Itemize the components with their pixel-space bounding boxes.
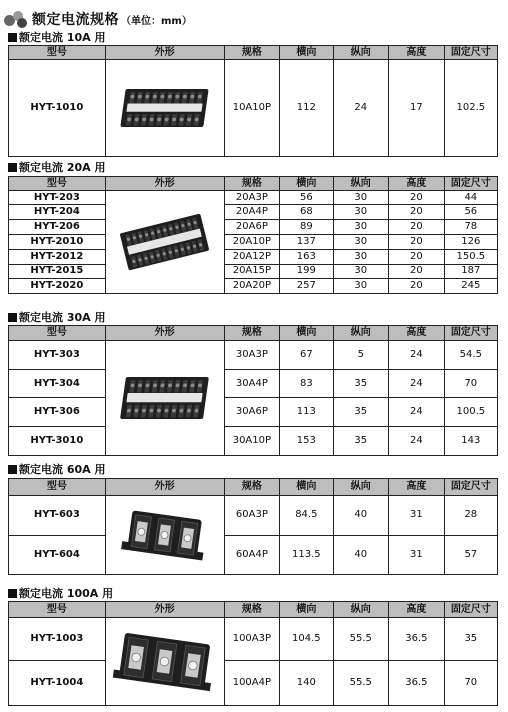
width-cell: 113	[280, 398, 333, 426]
spec-cell: 30A6P	[224, 398, 280, 426]
mount-size-cell: 78	[444, 220, 497, 235]
spec-table	[8, 176, 498, 294]
terminal-block-image	[105, 191, 224, 294]
column-header: 外形	[105, 479, 224, 496]
width-cell: 113.5	[280, 535, 333, 575]
column-header: 规格	[224, 479, 280, 496]
table-row	[9, 661, 498, 706]
height-cell: 17	[389, 60, 445, 157]
column-header: 外形	[105, 326, 224, 341]
spec-cell: 60A3P	[224, 496, 280, 536]
length-cell: 40	[333, 535, 389, 575]
width-cell: 84.5	[280, 496, 333, 536]
mount-size-cell: 44	[444, 191, 497, 205]
column-header: 规格	[224, 326, 280, 341]
length-cell: 35	[333, 370, 389, 398]
column-header: 型号	[9, 46, 106, 60]
model-cell: HYT-203	[9, 191, 106, 205]
section-title	[8, 31, 105, 45]
table-row	[9, 278, 498, 293]
length-cell: 30	[333, 278, 389, 293]
section-title	[8, 587, 113, 601]
table-row	[9, 341, 498, 370]
column-header: 型号	[9, 177, 106, 191]
spec-table	[8, 45, 498, 157]
mount-size-cell: 143	[444, 426, 497, 455]
column-header: 高度	[389, 46, 445, 60]
section-title-text: 额定电流 20A 用	[19, 161, 106, 174]
height-cell: 20	[389, 235, 445, 249]
spec-cell: 20A12P	[224, 249, 280, 264]
column-header: 纵向	[333, 479, 389, 496]
spec-cell: 30A3P	[224, 341, 280, 370]
length-cell: 24	[333, 60, 389, 157]
column-header: 横向	[280, 326, 333, 341]
model-cell: HYT-2020	[9, 278, 106, 293]
width-cell: 104.5	[280, 618, 333, 661]
terminal-block-image	[105, 341, 224, 456]
width-cell: 199	[280, 264, 333, 278]
spec-table	[8, 601, 498, 706]
model-cell: HYT-306	[9, 398, 106, 426]
length-cell: 30	[333, 249, 389, 264]
mount-size-cell: 150.5	[444, 249, 497, 264]
spec-cell: 20A15P	[224, 264, 280, 278]
column-header: 纵向	[333, 602, 389, 618]
height-cell: 31	[389, 496, 445, 536]
model-cell: HYT-206	[9, 220, 106, 235]
length-cell: 30	[333, 220, 389, 235]
main-title-unit: （单位：mm）	[121, 15, 192, 27]
height-cell: 36.5	[389, 618, 445, 661]
table-row	[9, 220, 498, 235]
terminal-block-image	[105, 496, 224, 575]
height-cell: 36.5	[389, 661, 445, 706]
height-cell: 20	[389, 205, 445, 220]
square-bullet-icon	[8, 163, 17, 172]
main-title	[4, 8, 192, 30]
column-header: 固定尺寸	[444, 326, 497, 341]
square-bullet-icon	[8, 313, 17, 322]
model-cell: HYT-1003	[9, 618, 106, 661]
column-header: 横向	[280, 479, 333, 496]
main-title-text: 额定电流规格	[32, 12, 119, 28]
spec-cell: 20A4P	[224, 205, 280, 220]
table-row	[9, 398, 498, 426]
width-cell: 137	[280, 235, 333, 249]
model-cell: HYT-603	[9, 496, 106, 536]
column-header: 高度	[389, 602, 445, 618]
height-cell: 24	[389, 341, 445, 370]
column-header: 纵向	[333, 326, 389, 341]
width-cell: 83	[280, 370, 333, 398]
column-header: 高度	[389, 326, 445, 341]
mount-size-cell: 70	[444, 370, 497, 398]
spec-cell: 100A3P	[224, 618, 280, 661]
spec-cell: 20A10P	[224, 235, 280, 249]
section-title	[8, 311, 105, 325]
table-row	[9, 618, 498, 661]
length-cell: 30	[333, 205, 389, 220]
width-cell: 153	[280, 426, 333, 455]
mount-size-cell: 57	[444, 535, 497, 575]
width-cell: 68	[280, 205, 333, 220]
spec-cell: 30A4P	[224, 370, 280, 398]
square-bullet-icon	[8, 465, 17, 474]
height-cell: 20	[389, 264, 445, 278]
section-title	[8, 161, 105, 175]
width-cell: 56	[280, 191, 333, 205]
width-cell: 112	[280, 60, 333, 157]
column-header: 固定尺寸	[444, 46, 497, 60]
height-cell: 20	[389, 220, 445, 235]
mount-size-cell: 187	[444, 264, 497, 278]
table-row	[9, 426, 498, 455]
column-header: 固定尺寸	[444, 602, 497, 618]
spec-table	[8, 478, 498, 575]
section-title	[8, 463, 105, 477]
model-cell: HYT-2012	[9, 249, 106, 264]
mount-size-cell: 70	[444, 661, 497, 706]
mount-size-cell: 28	[444, 496, 497, 536]
table-row	[9, 496, 498, 536]
section-title-text: 额定电流 30A 用	[19, 311, 106, 324]
mount-size-cell: 54.5	[444, 341, 497, 370]
table-row	[9, 370, 498, 398]
height-cell: 20	[389, 249, 445, 264]
table-row	[9, 191, 498, 205]
column-header: 规格	[224, 177, 280, 191]
width-cell: 257	[280, 278, 333, 293]
column-header: 高度	[389, 177, 445, 191]
length-cell: 35	[333, 398, 389, 426]
height-cell: 31	[389, 535, 445, 575]
column-header: 规格	[224, 602, 280, 618]
length-cell: 30	[333, 235, 389, 249]
square-bullet-icon	[8, 33, 17, 42]
column-header: 外形	[105, 46, 224, 60]
spec-cell: 100A4P	[224, 661, 280, 706]
section-title-text: 额定电流 100A 用	[19, 587, 114, 600]
length-cell: 30	[333, 191, 389, 205]
column-header: 高度	[389, 479, 445, 496]
height-cell: 20	[389, 278, 445, 293]
table-row	[9, 235, 498, 249]
mount-size-cell: 126	[444, 235, 497, 249]
length-cell: 55.5	[333, 618, 389, 661]
column-header: 型号	[9, 602, 106, 618]
table-row	[9, 535, 498, 575]
model-cell: HYT-1010	[9, 60, 106, 157]
length-cell: 55.5	[333, 661, 389, 706]
spec-cell: 10A10P	[224, 60, 280, 157]
column-header: 横向	[280, 177, 333, 191]
table-header-row	[9, 479, 498, 496]
spec-cell: 20A3P	[224, 191, 280, 205]
table-row	[9, 249, 498, 264]
column-header: 型号	[9, 326, 106, 341]
section-title-text: 额定电流 10A 用	[19, 31, 106, 44]
model-cell: HYT-2015	[9, 264, 106, 278]
width-cell: 67	[280, 341, 333, 370]
length-cell: 30	[333, 264, 389, 278]
terminal-block-image	[105, 60, 224, 157]
height-cell: 20	[389, 191, 445, 205]
column-header: 横向	[280, 46, 333, 60]
length-cell: 5	[333, 341, 389, 370]
table-header-row	[9, 177, 498, 191]
column-header: 纵向	[333, 177, 389, 191]
column-header: 型号	[9, 479, 106, 496]
mount-size-cell: 35	[444, 618, 497, 661]
spec-cell: 20A20P	[224, 278, 280, 293]
model-cell: HYT-3010	[9, 426, 106, 455]
model-cell: HYT-2010	[9, 235, 106, 249]
mount-size-cell: 100.5	[444, 398, 497, 426]
column-header: 规格	[224, 46, 280, 60]
table-row	[9, 264, 498, 278]
bullet-dots-icon	[4, 9, 28, 29]
height-cell: 24	[389, 398, 445, 426]
length-cell: 40	[333, 496, 389, 536]
column-header: 纵向	[333, 46, 389, 60]
section-title-text: 额定电流 60A 用	[19, 463, 106, 476]
model-cell: HYT-1004	[9, 661, 106, 706]
model-cell: HYT-304	[9, 370, 106, 398]
square-bullet-icon	[8, 589, 17, 598]
table-header-row	[9, 602, 498, 618]
spec-cell: 20A6P	[224, 220, 280, 235]
width-cell: 89	[280, 220, 333, 235]
column-header: 横向	[280, 602, 333, 618]
model-cell: HYT-303	[9, 341, 106, 370]
width-cell: 163	[280, 249, 333, 264]
spec-table	[8, 325, 498, 456]
model-cell: HYT-604	[9, 535, 106, 575]
column-header: 固定尺寸	[444, 177, 497, 191]
spec-cell: 60A4P	[224, 535, 280, 575]
column-header: 外形	[105, 177, 224, 191]
table-row	[9, 60, 498, 157]
terminal-block-image	[105, 618, 224, 706]
mount-size-cell: 56	[444, 205, 497, 220]
mount-size-cell: 245	[444, 278, 497, 293]
spec-cell: 30A10P	[224, 426, 280, 455]
table-header-row	[9, 46, 498, 60]
mount-size-cell: 102.5	[444, 60, 497, 157]
model-cell: HYT-204	[9, 205, 106, 220]
column-header: 固定尺寸	[444, 479, 497, 496]
length-cell: 35	[333, 426, 389, 455]
table-row	[9, 205, 498, 220]
column-header: 外形	[105, 602, 224, 618]
width-cell: 140	[280, 661, 333, 706]
height-cell: 24	[389, 426, 445, 455]
table-header-row	[9, 326, 498, 341]
height-cell: 24	[389, 370, 445, 398]
